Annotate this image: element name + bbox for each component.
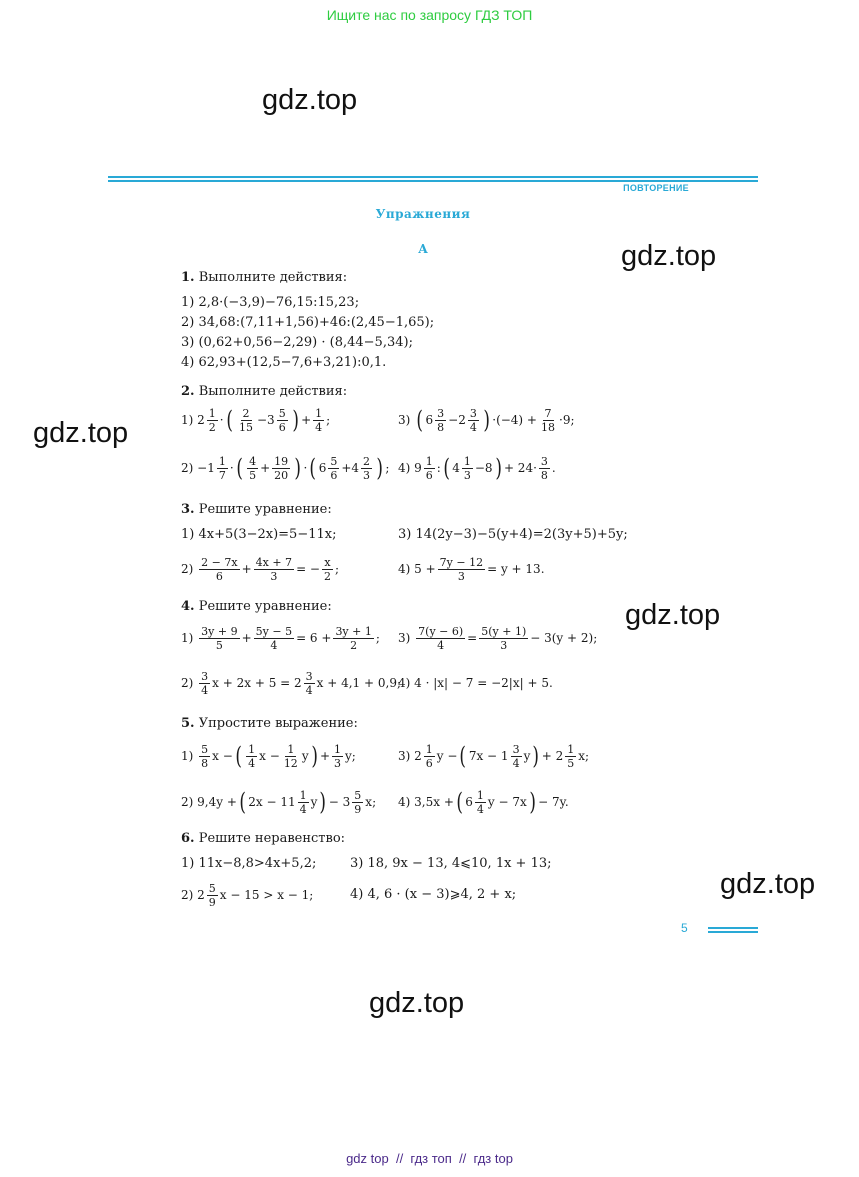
- exercise-2-item-1: 1) 2 1 2 · ( 2 15 −3 5 6 ) + $\frac{1}{4}$ ;: [181, 406, 331, 434]
- promo-text: Ищите нас по запросу ГДЗ ТОП: [326, 7, 533, 23]
- footer-separator: //: [395, 1151, 404, 1166]
- exercise-5-item-4: 4) 3,5x + ( 6 1 4 y − 7x ) − 7y.: [398, 788, 569, 816]
- page-title: Упражнения: [375, 207, 471, 221]
- exercise-5-item-2: 2) 9,4y + ( 2x − 11 1 4 y ) − 3 5 9 x;: [181, 788, 377, 816]
- watermark: gdz.top: [33, 417, 129, 449]
- exercise-2-item-3: 3) ( 6 3 8 −2 3 4 ) ·(−4) + $\frac{7}{18}$ ·9;: [398, 406, 575, 434]
- exercise-3-item-1: 1) 4x+5(3−2x)=5−11x;: [181, 527, 337, 542]
- exercise-4-item-4: 4) 4 · |x| − 7 = −2|x| + 5.: [398, 676, 553, 690]
- footer-rule: [708, 931, 758, 933]
- exercise-6-item-4: 4) 4, 6 · (x − 3)⩾4, 2 + x;: [350, 887, 517, 902]
- exercise-5-item-1: 1) 5 8 x − ( 1 4 x − $\frac{1}{12}$ y ) + $\frac{1}{3}$ y;: [181, 742, 356, 770]
- exercise-1-item: 2) 34,68:(7,11+1,56)+46:(2,45−1,65);: [181, 315, 435, 330]
- level-label: А: [418, 242, 428, 256]
- exercise-3-heading: 3. Решите уравнение:: [181, 502, 332, 517]
- exercise-6-item-3: 3) 18, 9x − 13, 4⩽10, 1x + 13;: [350, 856, 552, 871]
- exercise-5-item-3: 3) 2 1 6 y − ( 7x − 1 3 4 y ) + 2 1 5 x;: [398, 742, 590, 770]
- watermark: gdz.top: [621, 240, 717, 272]
- exercise-3-item-2: 2) 2 − 7x 6 + $\frac{4x + 7}{3}$ = − $\frac{x}{2}$ ;: [181, 555, 340, 583]
- watermark: gdz.top: [369, 987, 465, 1019]
- header-rule: [108, 176, 758, 178]
- exercise-2-item-4: 4) 9 1 6 : ( 4 1 3 −8 ) + 24· 3 8 .: [398, 454, 556, 482]
- footer-link[interactable]: гдз top: [473, 1151, 513, 1166]
- section-label: ПОВТОРЕНИЕ: [623, 183, 689, 193]
- exercise-3-item-4: 4) 5 + $\frac{7y - 12}{3}$ = y + 13.: [398, 555, 545, 583]
- watermark: gdz.top: [720, 868, 816, 900]
- footer-link[interactable]: гдз топ: [410, 1151, 452, 1166]
- footer-links: [0, 1151, 859, 1166]
- exercise-3-item-3: 3) 14(2y−3)−5(y+4)=2(3y+5)+5y;: [398, 527, 628, 542]
- footer-link[interactable]: gdz top: [346, 1151, 389, 1166]
- exercise-2-heading: 2. Выполните действия:: [181, 384, 348, 399]
- exercise-4-item-2: 2) 3 4 x + 2x + 5 = 2 3 4 x + 4,1 + 0,9;: [181, 669, 402, 697]
- header-rule: [108, 180, 758, 182]
- footer-separator: //: [459, 1151, 467, 1166]
- exercise-4-item-3: 3) $\frac{7(y - 6)}{4}$ = $\frac{5(y + 1)}{3}$ − 3(y + 2);: [398, 624, 598, 652]
- footer-rule: [708, 927, 758, 929]
- watermark: gdz.top: [625, 599, 721, 631]
- exercise-5-heading: 5. Упростите выражение:: [181, 716, 358, 731]
- exercise-2-item-2: 2) −1 1 7 · ( 4 5 + $\frac{19}{20}$ ) · ( 6 5 6 +4 2 3 ) ;: [181, 454, 390, 482]
- exercise-1-item: 3) (0,62+0,56−2,29) · (8,44−5,34);: [181, 335, 413, 350]
- page-number: 5: [681, 921, 688, 935]
- exercise-1-item: 4) 62,93+(12,5−7,6+3,21):0,1.: [181, 355, 387, 370]
- exercise-6-item-2: 2) 2 5 9 x − 15 > x − 1;: [181, 881, 314, 909]
- exercise-4-item-1: 1) 3y + 9 5 + $\frac{5y - 5}{4}$ = 6 + $\frac{3y + 1}{2}$ ;: [181, 624, 380, 652]
- exercise-4-heading: 4. Решите уравнение:: [181, 599, 332, 614]
- exercise-6-heading: 6. Решите неравенство:: [181, 831, 346, 846]
- exercise-6-item-1: 1) 11x−8,8>4x+5,2;: [181, 856, 317, 871]
- exercise-1-heading: 1. Выполните действия:: [181, 270, 348, 285]
- watermark: gdz.top: [262, 84, 358, 116]
- exercise-1-item: 1) 2,8·(−3,9)−76,15:15,23;: [181, 295, 360, 310]
